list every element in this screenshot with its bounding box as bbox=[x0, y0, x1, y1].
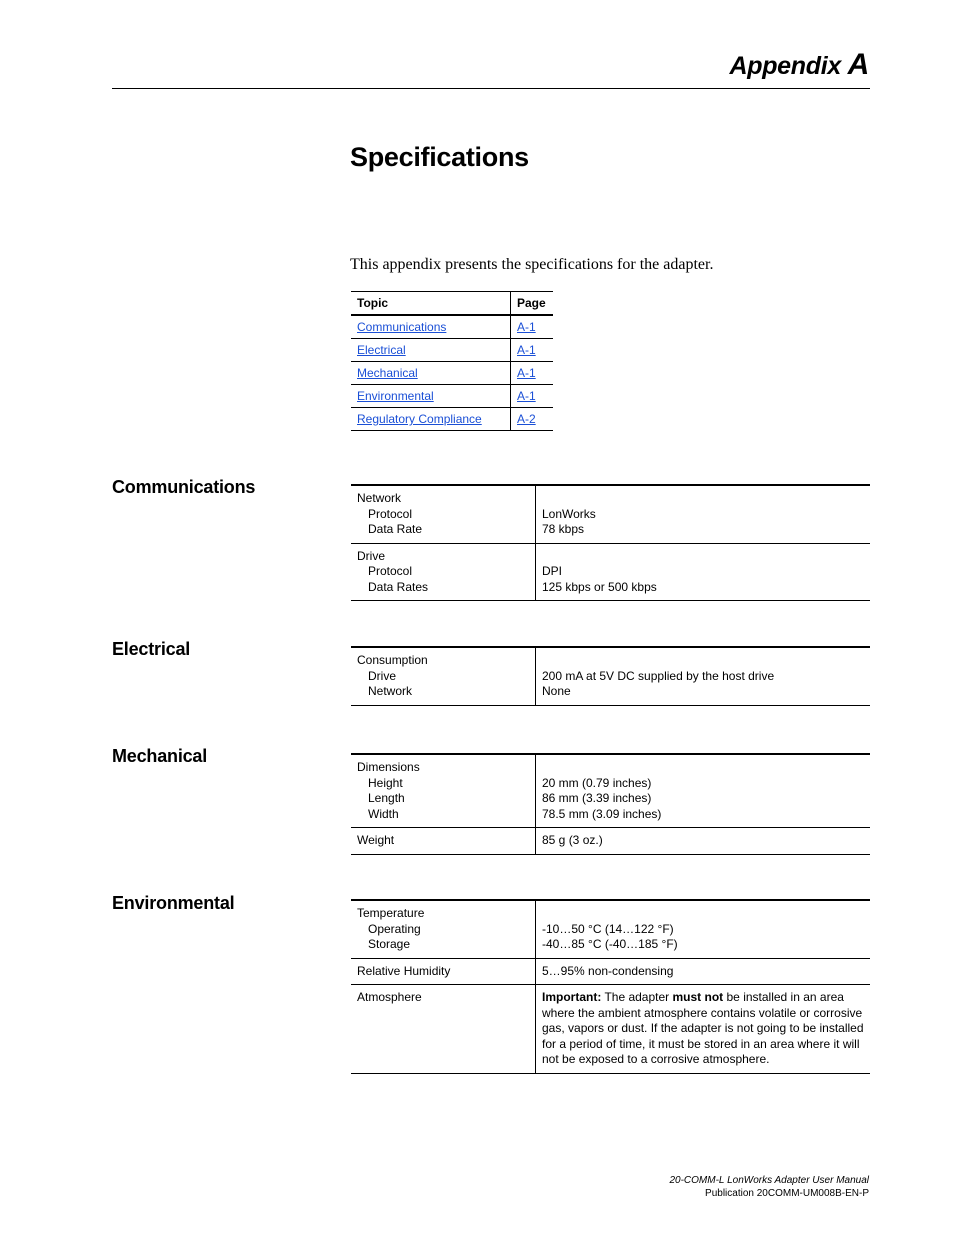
spec-value: 85 g (3 oz.) bbox=[542, 833, 603, 847]
table-row bbox=[351, 408, 553, 431]
spec-label: Atmosphere bbox=[357, 990, 422, 1004]
spec-value: 200 mA at 5V DC supplied by the host drive bbox=[542, 668, 775, 683]
page-link-electrical[interactable]: A-1 bbox=[517, 343, 536, 357]
table-row bbox=[351, 385, 553, 408]
spec-sublabel: Height bbox=[368, 775, 403, 790]
intro-text: This appendix presents the specifications for the adapter. bbox=[350, 256, 714, 273]
table-row bbox=[351, 362, 553, 385]
page-title: Specifications bbox=[350, 142, 529, 172]
topic-link-environmental[interactable]: Environmental bbox=[357, 389, 434, 403]
table-row bbox=[351, 985, 870, 1074]
page-column-header: Page bbox=[511, 292, 554, 316]
spec-sublabel: Data Rates bbox=[368, 579, 429, 594]
spec-sublabel: Protocol bbox=[368, 506, 413, 521]
topic-link-communications[interactable]: Communications bbox=[357, 320, 447, 334]
spec-value: 5…95% non-condensing bbox=[542, 963, 674, 978]
mechanical-table bbox=[351, 753, 870, 855]
note-text: be installed in an area where the ambient atmosphere contains volatile or corrosive gas, vapors or dust. If the adapter is not going to be installed for a period of time, it must be stored in an area where it will not be exposed to a corrosive atmosphere. bbox=[542, 990, 864, 1066]
spec-label: Drive bbox=[357, 548, 386, 563]
page-footer bbox=[669, 1174, 869, 1200]
header-rule bbox=[112, 88, 870, 89]
topic-table-header bbox=[351, 292, 553, 316]
spec-value: 78.5 mm (3.09 inches) bbox=[542, 806, 662, 821]
spec-value: 78 kbps bbox=[542, 522, 585, 536]
spec-sublabel: Width bbox=[368, 806, 399, 821]
table-row bbox=[351, 647, 870, 705]
note-text: The adapter bbox=[601, 990, 673, 1004]
page-link-mechanical[interactable]: A-1 bbox=[517, 366, 536, 380]
spec-label: Relative Humidity bbox=[357, 963, 451, 978]
appendix-word: Appendix bbox=[729, 52, 841, 80]
atmosphere-note bbox=[536, 985, 871, 1074]
page-link-communications[interactable]: A-1 bbox=[517, 320, 536, 334]
table-row bbox=[351, 900, 870, 958]
spec-sublabel: Storage bbox=[368, 937, 411, 951]
table-row bbox=[351, 315, 553, 339]
footer-manual-title: 20-COMM-L LonWorks Adapter User Manual bbox=[669, 1175, 869, 1186]
spec-sublabel: Operating bbox=[368, 921, 421, 936]
spec-label: Dimensions bbox=[357, 760, 420, 774]
spec-value: -10…50 °C (14…122 °F) bbox=[542, 921, 674, 936]
environmental-table bbox=[351, 899, 870, 1074]
topic-link-electrical[interactable]: Electrical bbox=[357, 343, 406, 357]
spec-sublabel: Network bbox=[368, 684, 413, 698]
spec-label: Consumption bbox=[357, 653, 428, 667]
table-row bbox=[351, 958, 870, 985]
spec-sublabel: Protocol bbox=[368, 564, 413, 578]
spec-value: 86 mm (3.39 inches) bbox=[542, 791, 652, 805]
table-row bbox=[351, 339, 553, 362]
table-row bbox=[351, 543, 870, 601]
page-link-regulatory-compliance[interactable]: A-2 bbox=[517, 412, 536, 426]
spec-value: -40…85 °C (-40…185 °F) bbox=[542, 937, 678, 951]
important-label: Important: bbox=[542, 990, 602, 1004]
electrical-heading: Electrical bbox=[112, 639, 191, 659]
spec-label: Network bbox=[357, 491, 402, 505]
spec-value: DPI bbox=[542, 564, 563, 578]
topic-table bbox=[351, 291, 553, 431]
appendix-letter: A bbox=[847, 48, 869, 81]
table-row bbox=[351, 828, 870, 855]
environmental-heading: Environmental bbox=[112, 893, 235, 913]
topic-link-mechanical[interactable]: Mechanical bbox=[357, 366, 418, 380]
spec-sublabel: Length bbox=[368, 791, 405, 805]
spec-sublabel: Data Rate bbox=[368, 522, 423, 536]
spec-sublabel: Drive bbox=[368, 668, 397, 683]
spec-value: 20 mm (0.79 inches) bbox=[542, 775, 652, 790]
page-link-environmental[interactable]: A-1 bbox=[517, 389, 536, 403]
footer-publication: Publication 20COMM-UM008B-EN-P bbox=[705, 1188, 869, 1199]
topic-link-regulatory-compliance[interactable]: Regulatory Compliance bbox=[357, 412, 482, 426]
spec-label: Temperature bbox=[357, 906, 425, 920]
spec-value: LonWorks bbox=[542, 506, 596, 521]
table-row bbox=[351, 485, 870, 543]
communications-heading: Communications bbox=[112, 477, 256, 497]
spec-value: None bbox=[542, 684, 571, 698]
appendix-heading bbox=[729, 48, 869, 82]
communications-table bbox=[351, 484, 870, 601]
electrical-table bbox=[351, 646, 870, 706]
must-not-text: must not bbox=[672, 990, 724, 1004]
mechanical-heading: Mechanical bbox=[112, 746, 208, 766]
topic-column-header: Topic bbox=[351, 292, 511, 316]
table-row bbox=[351, 754, 870, 828]
spec-label: Weight bbox=[357, 833, 395, 847]
spec-value: 125 kbps or 500 kbps bbox=[542, 579, 657, 594]
